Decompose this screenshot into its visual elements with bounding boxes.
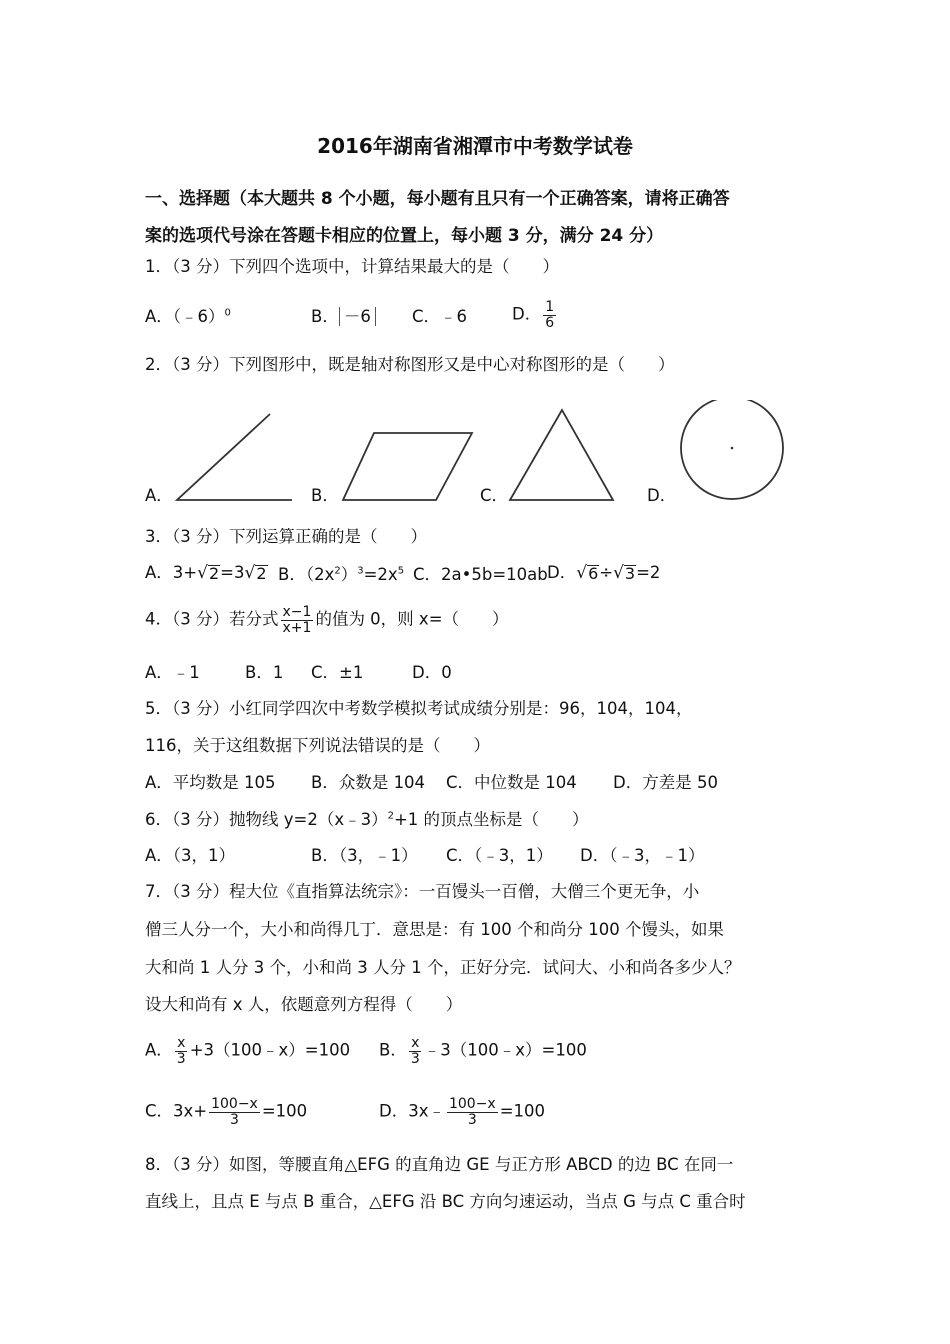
q4-stem-post: 的值为 0，则 x=（ ） [315,609,509,629]
q4-numerator: x−1 [282,604,312,620]
question-1-option-a [145,309,231,326]
question-5-stem-line-1: 5．（3 分）小红同学四次中考数学模拟考试成绩分别是：96，104，104， [145,699,693,718]
q3-d-radicand-1: 6 [588,564,599,583]
question-6-option-d: D．（﹣3，﹣1） [580,846,705,865]
q3-a-sqrt-1: √ 2 [197,563,220,583]
question-7-option-b [379,1036,587,1066]
q1-d-denominator: 6 [545,314,555,331]
q6-stem-pre: 6．（3 分）抛物线 y=2（x﹣3） [145,810,388,829]
question-3-stem: 3．（3 分）下列运算正确的是（ ） [145,527,427,546]
q3-b-pre: B．（2x [278,565,335,584]
q3-a-radicand-2: 2 [256,564,267,583]
q7-a-post: +3（100﹣x）=100 [189,1040,351,1060]
q7-c-pre: C．3x+ [145,1101,208,1121]
question-2-option-d: D． [647,486,677,505]
q1-a-text: A．（﹣6） [145,307,225,326]
q7-a-numerator: x [177,1035,186,1051]
question-5-stem-line-2: 116，关于这组数据下列说法错误的是（ ） [145,736,490,755]
q4-denominator: x+1 [282,619,312,636]
q7-b-pre: B． [379,1040,407,1060]
question-1-stem: 1．（3 分）下列四个选项中，计算结果最大的是（ ） [145,257,559,276]
figure-a-angle [177,414,292,500]
q6-exponent: 2 [387,810,394,822]
question-7-stem-line-2: 僧三人分一个，大小和尚得几丁．意思是：有 100 个和尚分 100 个馒头，如果 [145,920,724,939]
question-3-option-b [278,567,404,584]
q3-d-eq: =2 [636,563,661,582]
question-4-option-d: D．0 [412,663,452,682]
question-6-option-c: C．（﹣3，1） [446,846,553,865]
q1-b-label: B． [311,307,339,326]
question-1-option-b [311,309,376,326]
q7-d-pre: D．3x﹣ [379,1101,445,1121]
question-2-option-b: B． [311,486,339,505]
q1-d-label: D． [512,304,542,324]
question-3-option-c: C．2a•5b=10ab [413,565,548,584]
figure-b-parallelogram [343,433,472,500]
question-6-stem [145,812,589,829]
figure-d-center-dot [731,447,734,450]
question-5-option-c: C．中位数是 104 [446,773,577,792]
figure-d-circle [681,400,783,499]
section-heading-line-2: 案的选项代号涂在答题卡相应的位置上，每小题 3 分，满分 24 分） [145,226,664,246]
question-8-stem-line-2: 直线上，且点 E 与点 B 重合，△EFG 沿 BC 方向匀速运动，当点 G 与点 C 重合时 [145,1192,746,1211]
question-5-option-a: A．平均数是 105 [145,773,276,792]
q7-c-denominator: 3 [230,1111,239,1128]
question-4-option-b: B．1 [245,663,284,682]
q6-stem-post: +1 的顶点坐标是（ ） [393,810,589,829]
question-7-stem-line-4: 设大和尚有 x 人，依题意列方程得（ ） [145,995,463,1014]
q7-d-post: =100 [499,1101,546,1121]
question-5-option-d: D．方差是 50 [613,773,718,792]
q7-c-numerator: 100−x [211,1096,258,1112]
question-3-option-d [547,565,660,582]
q1-b-absolute-value: －6 [339,307,376,326]
q3-b-mid: ） [340,565,358,584]
question-6-option-a: A．（3，1） [145,846,236,865]
q3-b-eq: =2x [363,565,398,584]
question-7-stem-line-3: 大和尚 1 人分 3 个，小和尚 3 人分 1 个，正好分完．试问大、小和尚各多少人？ [145,958,741,977]
q7-d-numerator: 100−x [448,1096,496,1112]
question-2-option-a: A． [145,486,173,505]
q3-a-pre: A．3+ [145,563,198,582]
q3-a-mid: =3 [220,563,245,582]
q3-d-divide: ÷ [599,563,614,582]
question-7-option-a [145,1036,350,1066]
q3-b-exponent-1: 2 [334,565,341,577]
question-4-option-a: A．﹣1 [145,663,200,682]
q1-a-exponent: 0 [224,307,231,319]
q7-c-post: =100 [261,1101,308,1121]
q7-b-numerator: x [411,1035,420,1051]
q7-b-fraction [409,1036,422,1066]
q3-d-sqrt-2: √ 3 [613,563,636,583]
q1-d-fraction [543,300,556,330]
figure-c-triangle [510,410,613,500]
question-2-stem: 2．（3 分）下列图形中，既是轴对称图形又是中心对称图形的是（ ） [145,355,675,374]
q7-a-fraction [175,1036,188,1066]
q7-a-denominator: 3 [176,1050,186,1067]
q4-fraction [281,605,314,635]
q3-b-exponent-3: 5 [397,565,405,577]
q4-stem-pre: 4．（3 分）若分式 [145,609,279,629]
question-4-stem [145,605,509,635]
question-4-option-c: C．±1 [311,663,364,682]
question-1-option-d [512,300,558,330]
q7-c-fraction [209,1097,260,1127]
q3-d-pre: D． [547,563,577,582]
page-title: 2016年湖南省湘潭市中考数学试卷 [317,134,633,158]
q3-a-sqrt-2: √ 2 [244,563,267,583]
q7-b-post: ﹣3（100﹣x）=100 [423,1040,587,1060]
q7-d-fraction [447,1097,498,1127]
question-2-figures [0,400,950,520]
question-7-option-d [379,1097,545,1127]
q3-d-radicand-2: 3 [624,564,636,583]
question-3-option-a [145,565,268,582]
question-7-stem-line-1: 7．（3 分）程大位《直指算法统宗》：一百馒头一百僧，大僧三个更无争，小 [145,882,700,901]
question-7-option-c [145,1097,307,1127]
section-heading-line-1: 一、选择题（本大题共 8 个小题，每小题有且只有一个正确答案，请将正确答 [145,189,730,209]
q7-a-pre: A． [145,1040,173,1060]
q7-b-denominator: 3 [410,1050,420,1067]
q3-b-exponent-2: 3 [357,565,364,577]
q1-d-numerator: 1 [545,299,555,315]
q7-d-denominator: 3 [467,1111,477,1128]
q3-a-radicand-1: 2 [208,564,220,583]
question-8-stem-line-1: 8．（3 分）如图，等腰直角△EFG 的直角边 GE 与正方形 ABCD 的边 BC 在同一 [145,1155,734,1174]
question-5-option-b: B．众数是 104 [311,773,426,792]
question-6-option-b: B．（3，﹣1） [311,846,418,865]
question-2-option-c: C． [480,486,509,505]
question-1-option-c: C．﹣6 [412,307,468,326]
q3-d-sqrt-1: √ 6 [576,563,599,583]
